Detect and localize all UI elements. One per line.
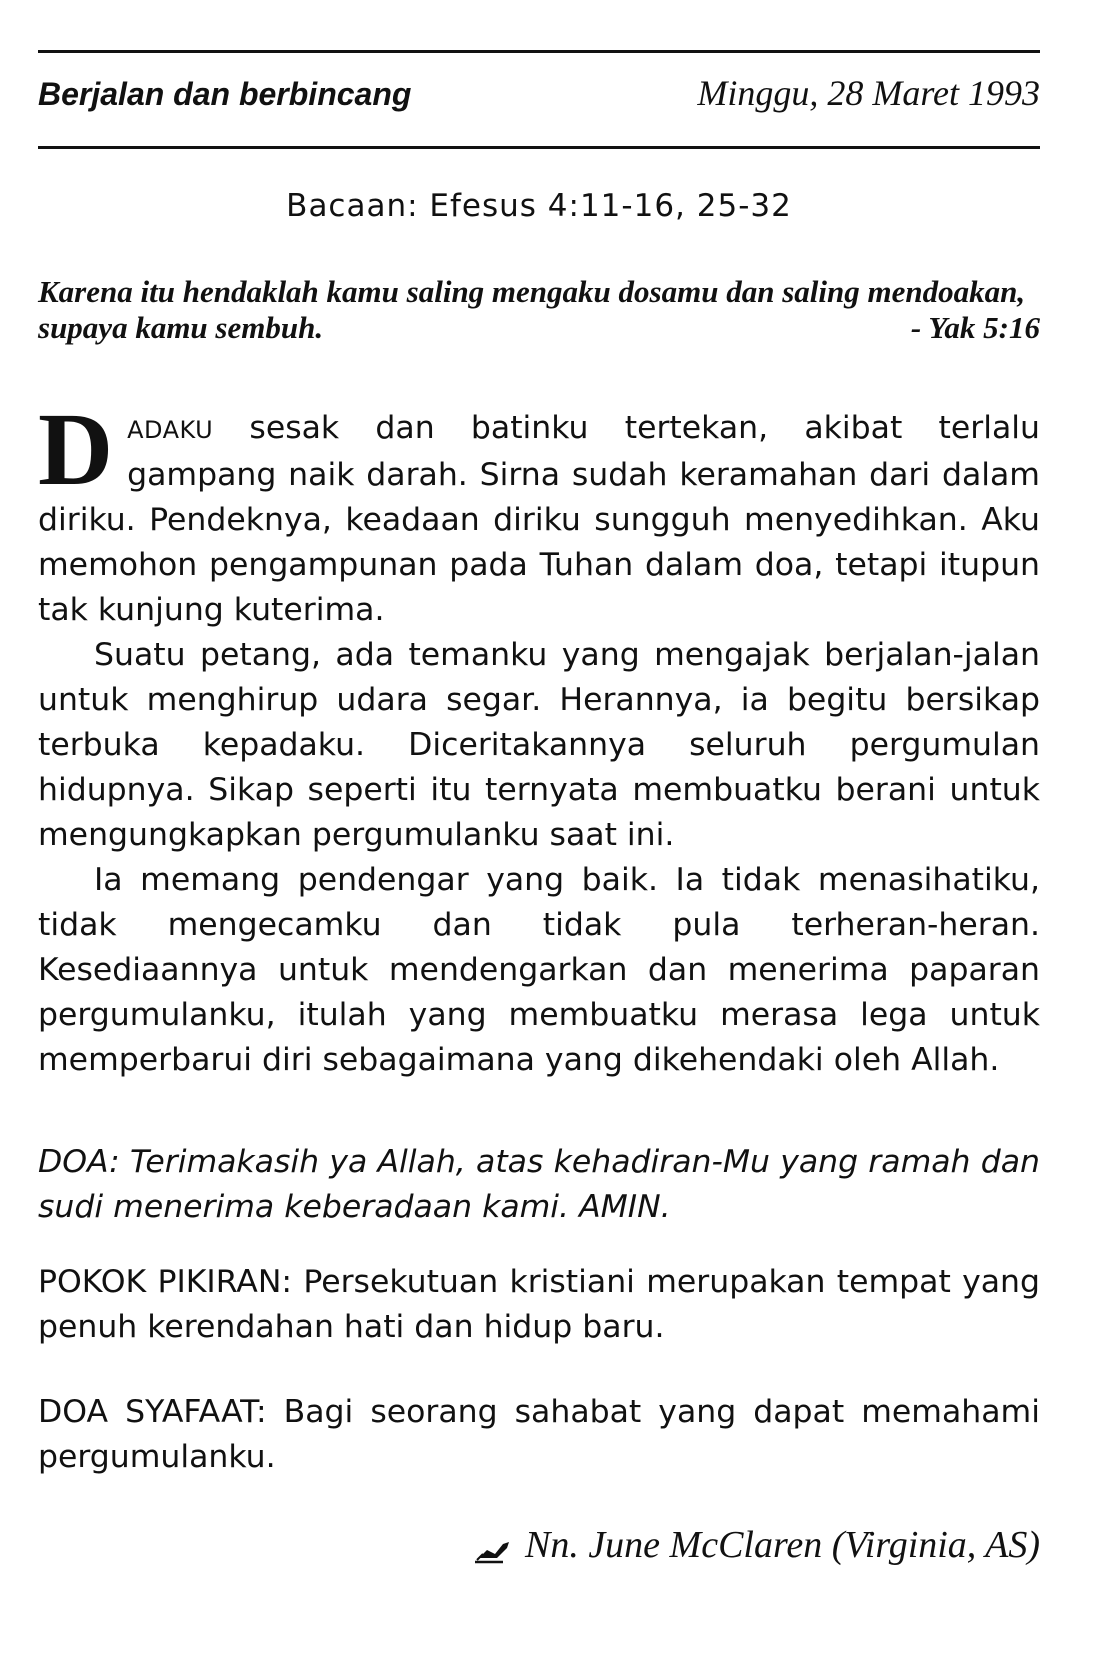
writing-hand-icon [473,1531,513,1559]
intercession [38,1390,1040,1480]
header-top-rule [38,50,1040,53]
body-paragraph [38,392,1040,633]
intercession-label: DOA SYAFAAT: [38,1394,267,1430]
date-heading: Minggu, 28 Maret 1993 [697,73,1040,113]
body-paragraph: Ia memang pendengar yang baik. Ia tidak menasihatiku, tidak mengecamku dan tidak pula terheran-heran. Kesediaannya untuk mendengarkan dan menerima paparan pergumulanku, itulah yang membuatku merasa lega untuk memperbarui diri sebagaimana yang dikehendaki oleh Allah. [38,862,1040,1078]
prayer: DOA: Terimakasih ya Allah, atas kehadiran-Mu yang ramah dan sudi menerima keberadaan kami. AMIN. [38,1144,1040,1225]
key-thought [38,1260,1040,1350]
body-paragraph: Suatu petang, ada temanku yang mengajak berjalan-jalan untuk menghirup udara segar. Herannya, ia begitu bersikap terbuka kepadaku. Diceritakannya seluruh pergumulan hidupnya. Sikap seperti itu ternyata membuatku berani untuk mengungkapkan pergumulanku saat ini. [38,637,1040,853]
intercession-text: Bagi seorang sahabat yang dapat memahami pergumulanku. [38,1394,1040,1475]
first-word-smallcaps: ADAKU [127,416,214,444]
drop-cap: D [38,392,114,507]
paragraph-1-text: sesak dan batinku tertekan, akibat terlalu gampang naik darah. Sirna sudah keramahan dari dalam diriku. Pendeknya, keadaan diriku sungguh menyedihkan. Aku memohon pengampunan pada Tuhan dalam doa, tetapi itupun tak kunjung kuterima. [38,410,1040,628]
author-name: Nn. June McClaren (Virginia, AS) [524,1524,1040,1566]
verse-reference: - Yak 5:16 [910,310,1040,345]
key-verse [38,274,1040,346]
devotional-body [38,392,1040,1083]
header-bottom-rule [38,146,1040,149]
series-title: Berjalan dan berbincang [38,76,412,112]
scripture-reading: Bacaan: Efesus 4:11-16, 25-32 [286,188,792,224]
key-thought-text: Persekutuan kristiani merupakan tempat yang penuh kerendahan hati dan hidup baru. [38,1264,1041,1345]
key-thought-label: POKOK PIKIRAN: [38,1264,293,1300]
devotional-page [38,0,1040,1680]
verse-text: Karena itu hendaklah kamu saling mengaku dosamu dan saling mendoakan, supaya kamu sembuh. [38,274,1026,345]
author-credit [473,1522,1040,1568]
